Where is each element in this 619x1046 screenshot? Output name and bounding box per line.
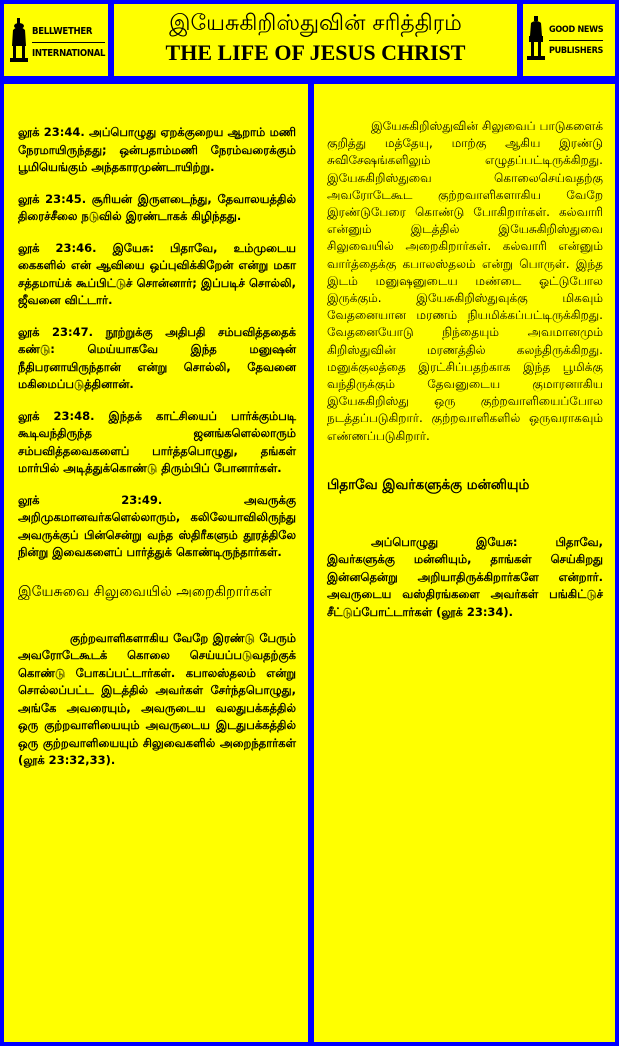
publisher-line-1: GOOD NEWS xyxy=(549,20,603,41)
section-heading-forgive: பிதாவே இவர்களுக்கு மன்னியும் xyxy=(327,476,530,493)
section-heading-crucifixion: இயேசுவை சிலுவையில் அறைகிறார்கள் xyxy=(18,583,272,600)
prayer-paragraph: அப்பொழுது இயேசு: பிதாவே, இவர்களுக்கு மன்னியும், தாங்கள் செய்கிறது இன்னதென்று அறியாதிருக்கிறார்களே என்றார். அவருடைய வஸ்திரங்களை அவர்கள் பங்கிட்டுச் சீட்டுப்போட்டார்கள் (லூக் 23:34). xyxy=(327,534,603,619)
right-column xyxy=(314,84,615,1042)
left-column xyxy=(4,84,308,1042)
publisher-line-2: PUBLISHERS xyxy=(549,46,604,56)
verse-23-45: லூக் 23:45. சூரியன் இருளடைந்து, தேவாலயத்தில் திரைச்சீலை நடுவில் இரண்டாகக் கிழிந்தது. xyxy=(18,191,296,223)
verse-23-48: லூக் 23:48. இந்தக் காட்சியைப் பார்க்கும்படி கூடிவந்திருந்த ஜனங்களெல்லாரும் சம்பவித்தவைகளைப் பார்த்தபொழுது, தங்கள் மார்பில் அடித்துக்கொண்டு திரும்பிப் போனார்கள். xyxy=(18,408,296,475)
page-title-english: THE LIFE OF JESUS CHRIST xyxy=(165,40,466,65)
page-title-tamil: இயேசுகிறிஸ்துவின் சரித்திரம் xyxy=(169,11,462,36)
bellwether-logo xyxy=(10,12,106,68)
title-panel xyxy=(114,4,517,76)
bellwether-logo-panel xyxy=(4,4,108,76)
verse-23-49: லூக் 23:49. அவருக்கு அறிமுகமானவர்களெல்லாரும், கலிலேயாவிலிருந்து அவருக்குப் பின்சென்று வந்த ஸ்திரீகளும் தூரத்திலே நின்று இவைகளைப் பார்த்துக் கொண்டிருந்தார்கள். xyxy=(18,492,296,559)
verse-23-47: லூக் 23:47. நூற்றுக்கு அதிபதி சம்பவித்ததைக் கண்டு: மெய்யாகவே இந்த மனுஷன் நீதிபரனாயிருந்தான் என்று சொல்லி, தேவனை மகிமைப்படுத்தினான். xyxy=(18,324,296,391)
crucifixion-paragraph: குற்றவாளிகளாகிய வேறே இரண்டு பேரும் அவரோடேகூடக் கொலை செய்யப்படுவதற்குக் கொண்டு போகப்பட்டார்கள். கபாலஸ்தலம் என்று சொல்லப்பட்ட இடத்தில் அவர்கள் சேர்ந்தபொழுது, அங்கே அவரையும், அவருடைய வலதுபக்கத்தில் ஒரு குற்றவாளியையும் அவருடைய இடதுபக்கத்தில் ஒரு குற்றவாளியையும் சிலுவைகளில் அறைந்தார்கள் (லூக் 23:32,33). xyxy=(18,630,296,767)
logo-line-1: BELLWETHER xyxy=(32,22,105,43)
publisher-logo-panel xyxy=(523,4,615,76)
commentary-paragraph: இயேசுகிறிஸ்துவின் சிலுவைப் பாடுகளைக் குறித்து மத்தேயு, மாற்கு ஆகிய இரண்டு சுவிசேஷங்களிலும் எழுதப்பட்டிருக்கிறது. இயேசுகிறிஸ்துவை கொலைசெய்வதற்கு அவரோடேகூட குற்றவாளிகளாகிய வேறே இரண்டுபேரை கொண்டு போகிறார்கள். கல்வாரி என்னும் இடத்தில் இயேசுகிறிஸ்துவை சிலுவையில் அறைகிறார்கள். கல்வாரி என்னும் வார்த்தைக்கு கபாலஸ்தலம் என்று பொருள். இந்த இடம் மனுஷனுடைய மண்டை ஓட்டுபோல இருக்கும். இயேசுகிறிஸ்துவுக்கு மிகவும் வேதனையான மரணம் நியமிக்கப்பட்டிருக்கிறது. வேதனையோடு நிந்தையும் அவமானமும் கிறிஸ்துவின் மரணத்தில் கலந்திருக்கிறது. மனுக்குலத்தை இரட்சிப்பதற்காக இந்த பூமிக்கு வந்திருக்கும் தேவனுடைய குமாரனாகிய இயேசுகிறிஸ்து ஒரு குற்றவாளியைப்போல நடத்தப்படுகிறார். குற்றவாளிகளில் ஒருவராகவும் எண்ணப்படுகிறார். xyxy=(327,119,603,443)
bellwether-sheep-icon xyxy=(10,16,28,64)
good-news-logo xyxy=(527,12,613,68)
logo-line-2: INTERNATIONAL xyxy=(32,48,106,59)
good-news-publishers-icon xyxy=(527,14,545,64)
verse-23-46: லூக் 23:46. இயேசு: பிதாவே, உம்முடைய கைகளில் என் ஆவியை ஒப்புவிக்கிறேன் என்று மகா சத்தமாய்க் கூப்பிட்டுச் சொன்னார்; இப்படிச் சொல்லி, ஜீவனை விட்டார். xyxy=(18,240,296,307)
verse-23-44: லூக் 23:44. அப்பொழுது ஏறக்குறைய ஆறாம் மணி நேரமாயிருந்தது; ஒன்பதாம்மணி நேரம்வரைக்கும் பூமியெங்கும் அந்தகாரமுண்டாயிற்று. xyxy=(18,125,296,174)
